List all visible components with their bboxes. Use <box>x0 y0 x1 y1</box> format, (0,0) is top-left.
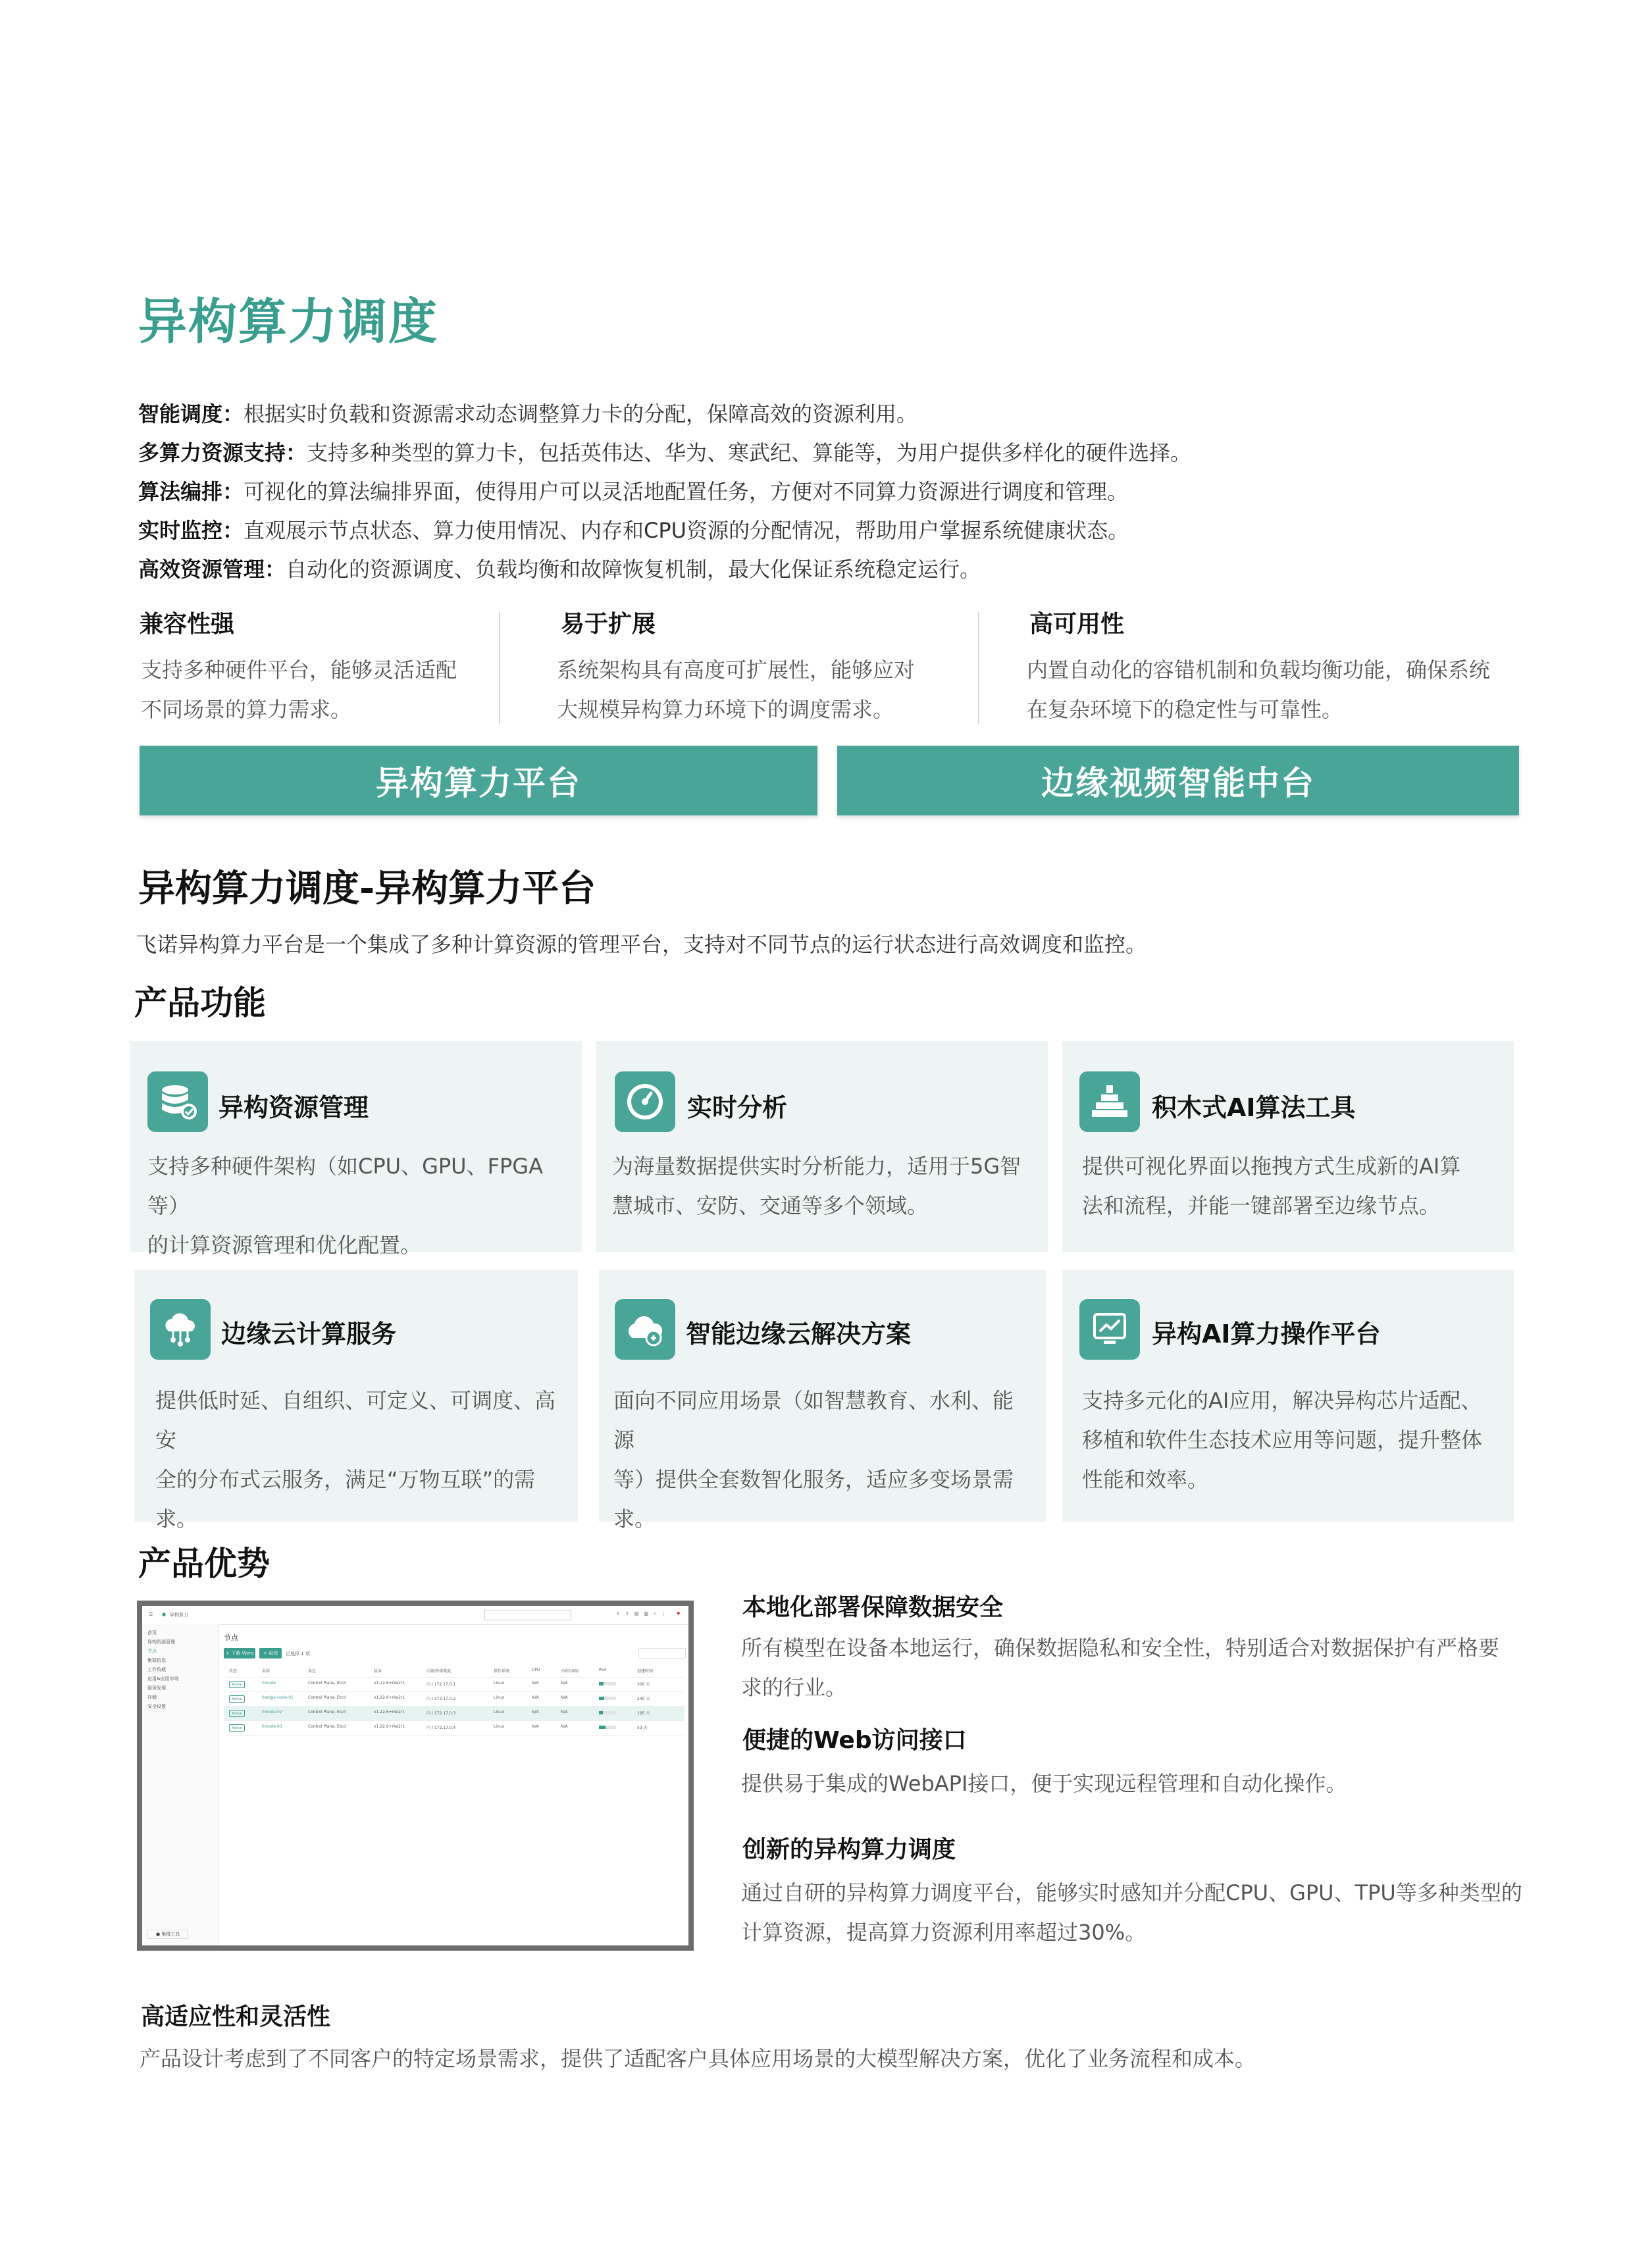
intro-line <box>138 398 917 428</box>
node-version: v1.22.6+rke2r1 <box>374 1681 405 1685</box>
node-page-title: 节点 <box>224 1633 238 1642</box>
intro-label: 高效资源管理： <box>138 557 286 582</box>
column-header[interactable]: 角色 <box>308 1669 317 1674</box>
function-card <box>1062 1270 1514 1522</box>
function-card <box>1062 1041 1514 1252</box>
card-desc-line: 求。 <box>613 1506 656 1531</box>
cluster-tools-button[interactable]: ● 集群工具 <box>147 1930 188 1939</box>
feature-desc-line: 支持多种硬件平台，能够灵活适配 <box>141 657 457 682</box>
pod-usage-bar <box>599 1726 616 1729</box>
card-desc-line: 为海量数据提供实时分析能力，适用于5G智 <box>612 1154 1021 1179</box>
divider <box>499 612 500 724</box>
card-desc-line: 性能和效率。 <box>1082 1467 1209 1492</box>
status-badge: Active <box>229 1681 245 1688</box>
node-address: 内 / 172.17.0.3 <box>426 1711 456 1716</box>
node-memory: N/A <box>561 1695 568 1700</box>
node-role: Control Plane, Etcd <box>308 1724 346 1729</box>
section-description: 飞诺异构算力平台是一个集成了多种计算资源的管理平台，支持对不同节点的运行状态进行高效调度和监控。 <box>136 932 1147 957</box>
pod-usage-bar <box>599 1682 616 1685</box>
advantage-desc <box>741 1628 1499 1707</box>
cluster-select[interactable] <box>484 1610 571 1620</box>
tab-heterogeneous-platform[interactable]: 异构算力平台 <box>140 746 817 815</box>
node-os: Linux <box>494 1724 505 1729</box>
card-desc-line: 提供低时延、自组织、可定义、可调度、高安 <box>155 1388 556 1452</box>
section-title: 异构算力调度-异构算力平台 <box>138 867 596 910</box>
advantage-desc-line: 计算资源，提高算力资源利用率超过30%。 <box>741 1920 1147 1945</box>
bottom-advantage-text: 产品设计考虑到了不同客户的特定场景需求，提供了适配客户具体应用场景的大模型解决方案，优化了业务流程和成本。 <box>140 2046 1256 2071</box>
card-title: 异构资源管理 <box>219 1093 369 1122</box>
card-desc-line: 法和流程，并能一键部署至边缘节点。 <box>1082 1193 1441 1218</box>
advantage-desc-line: 通过自研的异构算力调度平台，能够实时感知并分配CPU、GPU、TPU等多种类型的 <box>741 1880 1522 1905</box>
function-card <box>130 1041 582 1258</box>
menu-icon: ☰ <box>149 1612 153 1617</box>
card-description <box>155 1381 562 1539</box>
status-badge: Active <box>229 1710 245 1717</box>
node-role: Control Plane, Etcd <box>308 1681 346 1685</box>
cloud-solution-icon <box>615 1299 675 1360</box>
sidebar-item-active[interactable]: 节点 <box>147 1649 157 1654</box>
node-role: Control Plane, Etcd <box>308 1695 346 1700</box>
feature-desc-line: 不同场景的算力需求。 <box>141 697 352 722</box>
column-header[interactable]: 版本 <box>374 1669 382 1674</box>
node-memory: N/A <box>561 1710 568 1714</box>
card-desc-line: 提供可视化界面以拖拽方式生成新的AI算 <box>1082 1154 1461 1179</box>
card-desc-line: 等）提供全套数智化服务，适应多变场景需 <box>613 1467 1014 1492</box>
intro-label: 算法编排： <box>138 479 244 504</box>
card-description <box>1082 1381 1498 1499</box>
feature-desc <box>557 650 915 729</box>
card-title: 积木式AI算法工具 <box>1152 1093 1356 1122</box>
card-desc-line: 全的分布式云服务，满足“万物互联”的需 <box>155 1467 536 1492</box>
advantage-desc <box>741 1764 1347 1803</box>
feature-title: 高可用性 <box>1029 611 1125 638</box>
feature-desc-line: 内置自动化的容错机制和负载均衡功能，确保系统 <box>1027 657 1491 682</box>
table-row[interactable] <box>224 1677 684 1692</box>
selection-info: 已选择 1 项 <box>286 1651 310 1657</box>
column-header[interactable]: 内部/外部地址 <box>426 1669 452 1674</box>
database-icon <box>147 1071 208 1132</box>
sidebar-item[interactable]: 应用&应用市场 <box>147 1676 179 1682</box>
table-header <box>224 1665 684 1678</box>
node-os: Linux <box>494 1681 505 1685</box>
product-screenshot <box>137 1601 694 1951</box>
table-row-selected[interactable] <box>224 1706 684 1721</box>
card-desc-line: 支持多种硬件架构（如CPU、GPU、FPGA等） <box>147 1154 543 1218</box>
feature-title: 易于扩展 <box>561 611 656 638</box>
sidebar-item[interactable]: 服务发现 <box>147 1685 166 1691</box>
sidebar-item[interactable]: 安全设置 <box>147 1704 166 1709</box>
sidebar-item[interactable]: 集群信息 <box>147 1658 166 1663</box>
node-name[interactable]: fnnode-02 <box>262 1710 282 1714</box>
sidebar-item[interactable]: 首页 <box>147 1630 157 1635</box>
card-title: 智能边缘云解决方案 <box>686 1320 912 1349</box>
node-address: 内 / 172.17.0.4 <box>426 1726 456 1730</box>
intro-line <box>138 514 1129 544</box>
sidebar-item[interactable]: 存储 <box>147 1695 157 1700</box>
pod-usage-bar <box>599 1697 616 1700</box>
intro-text: 自动化的资源调度、负载均衡和故障恢复机制，最大化保证系统稳定运行。 <box>286 557 981 582</box>
node-memory: N/A <box>561 1681 568 1685</box>
node-cpu: N/A <box>532 1695 539 1700</box>
node-name[interactable]: fnedge-node-01 <box>262 1695 294 1700</box>
node-version: v1.22.6+rke2r1 <box>374 1695 405 1700</box>
node-os: Linux <box>494 1710 505 1714</box>
card-title: 边缘云计算服务 <box>221 1320 397 1349</box>
node-cpu: N/A <box>532 1710 539 1714</box>
node-address: 内 / 172.17.0.1 <box>426 1682 456 1687</box>
card-description <box>613 1381 1031 1539</box>
intro-text: 可视化的算法编排界面，使得用户可以灵活地配置任务，方便对不同算力资源进行调度和管理。 <box>244 479 1129 504</box>
node-cpu: N/A <box>532 1724 539 1729</box>
feature-desc-line: 系统架构具有高度可扩展性，能够应对 <box>557 657 916 682</box>
intro-text: 根据实时负载和资源需求动态调整算力卡的分配，保障高效的资源利用。 <box>244 401 918 426</box>
toolbar-icons[interactable]: ⇩⇧▤▥⌕⋮ <box>616 1611 671 1616</box>
advantage-title: 便捷的Web访问接口 <box>742 1727 967 1754</box>
bottom-advantage-title: 高适应性和灵活性 <box>141 2003 331 2030</box>
function-card <box>596 1041 1048 1252</box>
card-description <box>1082 1146 1498 1225</box>
node-memory: N/A <box>561 1724 568 1729</box>
intro-label: 智能调度： <box>138 401 244 426</box>
advantage-desc <box>741 1873 1522 1952</box>
advantage-title: 本地化部署保障数据安全 <box>742 1594 1004 1621</box>
app-logo-icon: ● <box>162 1612 167 1617</box>
sidebar-item[interactable]: 异构资源管理 <box>147 1639 175 1645</box>
card-desc-line: 慧城市、安防、交通等多个领域。 <box>612 1193 929 1218</box>
node-os: Linux <box>494 1695 505 1700</box>
function-card <box>134 1270 578 1531</box>
card-desc-line: 面向不同应用场景（如智慧教育、水利、能源 <box>613 1388 1014 1452</box>
app-topbar <box>142 1606 688 1625</box>
card-title: 实时分析 <box>687 1093 788 1122</box>
feature-desc-line: 大规模异构算力环境下的调度需求。 <box>557 697 894 722</box>
intro-label: 多算力资源支持： <box>138 440 307 465</box>
card-description <box>147 1146 566 1265</box>
add-button[interactable]: + 添加 <box>259 1648 282 1658</box>
column-header[interactable]: 状态 <box>229 1669 238 1674</box>
app-sidebar <box>142 1624 219 1945</box>
blocks-icon <box>1079 1071 1140 1132</box>
card-desc-line: 的计算资源管理和优化配置。 <box>147 1233 422 1258</box>
tab-edge-video-platform[interactable]: 边缘视频智能中台 <box>837 746 1519 815</box>
advantage-desc-line: 求的行业。 <box>741 1675 847 1700</box>
node-name[interactable]: fnnode-03 <box>262 1724 282 1729</box>
table-row[interactable] <box>224 1691 684 1707</box>
status-badge: Active <box>229 1695 245 1703</box>
node-age: 240 天 <box>637 1697 650 1701</box>
advantages-heading: 产品优势 <box>138 1545 270 1583</box>
filter-input[interactable] <box>638 1648 686 1658</box>
intro-line <box>138 553 981 583</box>
advantage-desc-line: 所有模型在设备本地运行，确保数据隐私和安全性，特别适合对数据保护有严格要 <box>741 1635 1500 1660</box>
node-age: 300 天 <box>637 1682 650 1687</box>
monitor-chart-icon <box>1079 1299 1140 1360</box>
app-name: 异构算力 <box>170 1612 188 1618</box>
intro-label: 实时监控： <box>138 518 244 543</box>
card-desc-line: 支持多元化的AI应用，解决异构芯片适配、 <box>1082 1388 1482 1413</box>
feature-desc <box>1027 650 1490 729</box>
divider <box>978 612 979 724</box>
sidebar-item[interactable]: 工作负载 <box>147 1667 166 1672</box>
functions-heading: 产品功能 <box>134 984 266 1022</box>
column-header[interactable]: 名称 <box>262 1669 271 1674</box>
node-version: v1.22.6+rke2r1 <box>374 1710 405 1714</box>
node-name[interactable]: fnnode <box>262 1681 276 1685</box>
column-header[interactable]: CPU <box>532 1668 540 1672</box>
table-row[interactable] <box>224 1720 684 1735</box>
node-age: 195 天 <box>637 1711 650 1716</box>
node-cpu: N/A <box>532 1681 539 1685</box>
node-version: v1.22.6+rke2r1 <box>374 1724 405 1729</box>
card-description <box>612 1146 1032 1225</box>
advantage-desc-line: 提供易于集成的WebAPI接口，便于实现远程管理和自动化操作。 <box>741 1771 1347 1796</box>
column-header[interactable]: 内存(GiB) <box>561 1669 579 1674</box>
card-title: 异构AI算力操作平台 <box>1152 1320 1381 1349</box>
feature-title: 兼容性强 <box>140 611 235 638</box>
feature-desc <box>141 650 457 729</box>
cloud-network-icon <box>150 1299 211 1360</box>
node-address: 内 / 172.17.0.2 <box>426 1697 456 1701</box>
column-header[interactable]: 创建时间 <box>637 1669 654 1674</box>
column-header[interactable]: 操作系统 <box>494 1669 510 1674</box>
intro-line <box>138 475 1128 505</box>
advantage-title: 创新的异构算力调度 <box>742 1836 956 1863</box>
function-card <box>599 1270 1046 1531</box>
status-badge: Active <box>229 1724 245 1732</box>
card-desc-line: 求。 <box>155 1506 198 1531</box>
intro-line <box>138 436 1191 467</box>
download-button[interactable]: + 下载 Vjers <box>224 1648 255 1658</box>
node-age: 53 天 <box>637 1726 648 1730</box>
feature-desc-line: 在复杂环境下的稳定性与可靠性。 <box>1027 697 1343 722</box>
user-avatar-icon[interactable]: ◆ <box>677 1610 681 1616</box>
page-title: 异构算力调度 <box>138 294 438 350</box>
node-role: Control Plane, Etcd <box>308 1710 346 1714</box>
pod-usage-bar <box>599 1711 616 1714</box>
intro-text: 直观展示节点状态、算力使用情况、内存和CPU资源的分配情况，帮助用户掌握系统健康状态。 <box>244 518 1129 543</box>
gauge-icon <box>615 1071 675 1132</box>
intro-text: 支持多种类型的算力卡，包括英伟达、华为、寒武纪、算能等，为用户提供多样化的硬件选择。 <box>307 440 1192 465</box>
card-desc-line: 移植和软件生态技术应用等问题，提升整体 <box>1082 1427 1483 1452</box>
column-header[interactable]: Pod <box>599 1668 606 1672</box>
